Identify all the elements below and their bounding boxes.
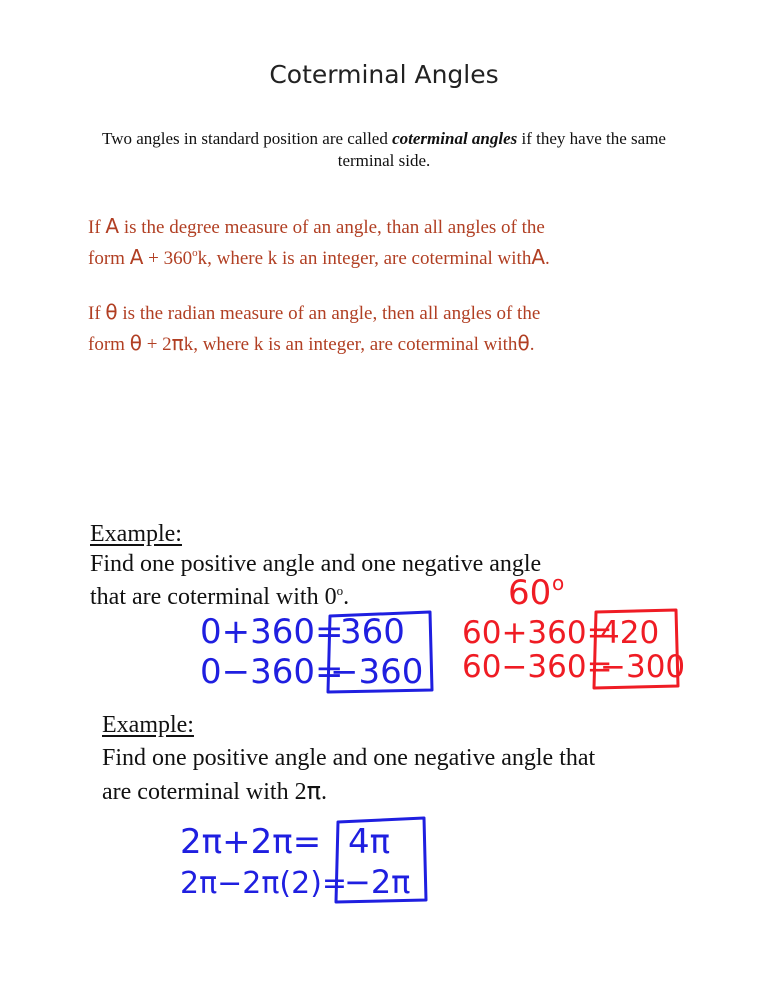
degree-form-mid: + 360 bbox=[143, 248, 193, 269]
example1-red-work bbox=[462, 571, 685, 685]
pi-symbol: π bbox=[306, 777, 322, 805]
example1-blue-work bbox=[200, 612, 423, 692]
blue-pi-answer-1: 4π bbox=[348, 822, 391, 862]
example2-prompt: are coterminal with 2 bbox=[102, 779, 307, 805]
blue-equation-1: 0+360= bbox=[200, 612, 344, 652]
radian-rule-text: is the radian measure of an angle, then all angles of the bbox=[117, 303, 541, 324]
degree-mark: o bbox=[192, 246, 198, 259]
page-title: Coterminal Angles bbox=[269, 60, 499, 89]
degree-symbol-a: A bbox=[531, 245, 546, 269]
blue-pi-equation-2: 2π−2π(2)= bbox=[180, 866, 348, 901]
intro-text-before: Two angles in standard position are called bbox=[102, 129, 393, 148]
theta-symbol: θ bbox=[129, 331, 142, 355]
example1-degree-mark: o bbox=[336, 583, 344, 598]
blue-pi-equation-1: 2π+2π= bbox=[180, 822, 322, 862]
example2-line1: Find one positive angle and one negative angle that bbox=[102, 745, 596, 771]
degree-symbol-a: A bbox=[129, 245, 144, 269]
example2-heading: Example: bbox=[102, 712, 194, 738]
theta-symbol: θ bbox=[517, 331, 530, 355]
intro-term: coterminal angles bbox=[392, 129, 518, 148]
theta-symbol: θ bbox=[105, 300, 118, 324]
blue-equation-2: 0−360= bbox=[200, 652, 344, 692]
radian-form-prefix: form bbox=[88, 334, 130, 355]
blue-answer-2: −360 bbox=[330, 652, 424, 692]
radian-form-suffix: k, where k is an integer, are coterminal with bbox=[183, 334, 518, 355]
pi-symbol: π bbox=[171, 331, 184, 355]
blue-answer-1: 360 bbox=[340, 612, 405, 652]
red-equation-2: 60−360= bbox=[462, 649, 613, 685]
example1-prompt: that are coterminal with 0 bbox=[90, 584, 337, 610]
red-answer-1: 420 bbox=[600, 615, 660, 651]
radian-form-mid: + 2 bbox=[141, 334, 172, 355]
red-degree-mark: o bbox=[552, 571, 565, 595]
intro-text-after: if they have the same terminal side. bbox=[337, 129, 666, 170]
degree-rule-prefix: If bbox=[88, 217, 106, 238]
degree-form-suffix: k, where k is an integer, are coterminal with bbox=[197, 248, 532, 269]
red-given-angle: 60 bbox=[508, 573, 552, 613]
degree-form-prefix: form bbox=[88, 248, 130, 269]
radian-rule-prefix: If bbox=[88, 303, 106, 324]
example2-end: . bbox=[321, 779, 328, 805]
blue-pi-answer-2: −2π bbox=[344, 863, 411, 901]
degree-rule-text: is the degree measure of an angle, than all angles of the bbox=[119, 217, 545, 238]
radian-form-end: . bbox=[529, 334, 535, 355]
example1-end: . bbox=[343, 584, 350, 610]
red-answer-2: −300 bbox=[600, 649, 686, 685]
example2-blue-work bbox=[180, 822, 410, 901]
red-equation-1: 60+360= bbox=[462, 615, 613, 651]
example1-line1: Find one positive angle and one negative angle bbox=[90, 551, 542, 577]
example1-heading: Example: bbox=[90, 521, 182, 547]
degree-symbol-a: A bbox=[105, 214, 120, 238]
degree-form-end: . bbox=[545, 248, 550, 269]
